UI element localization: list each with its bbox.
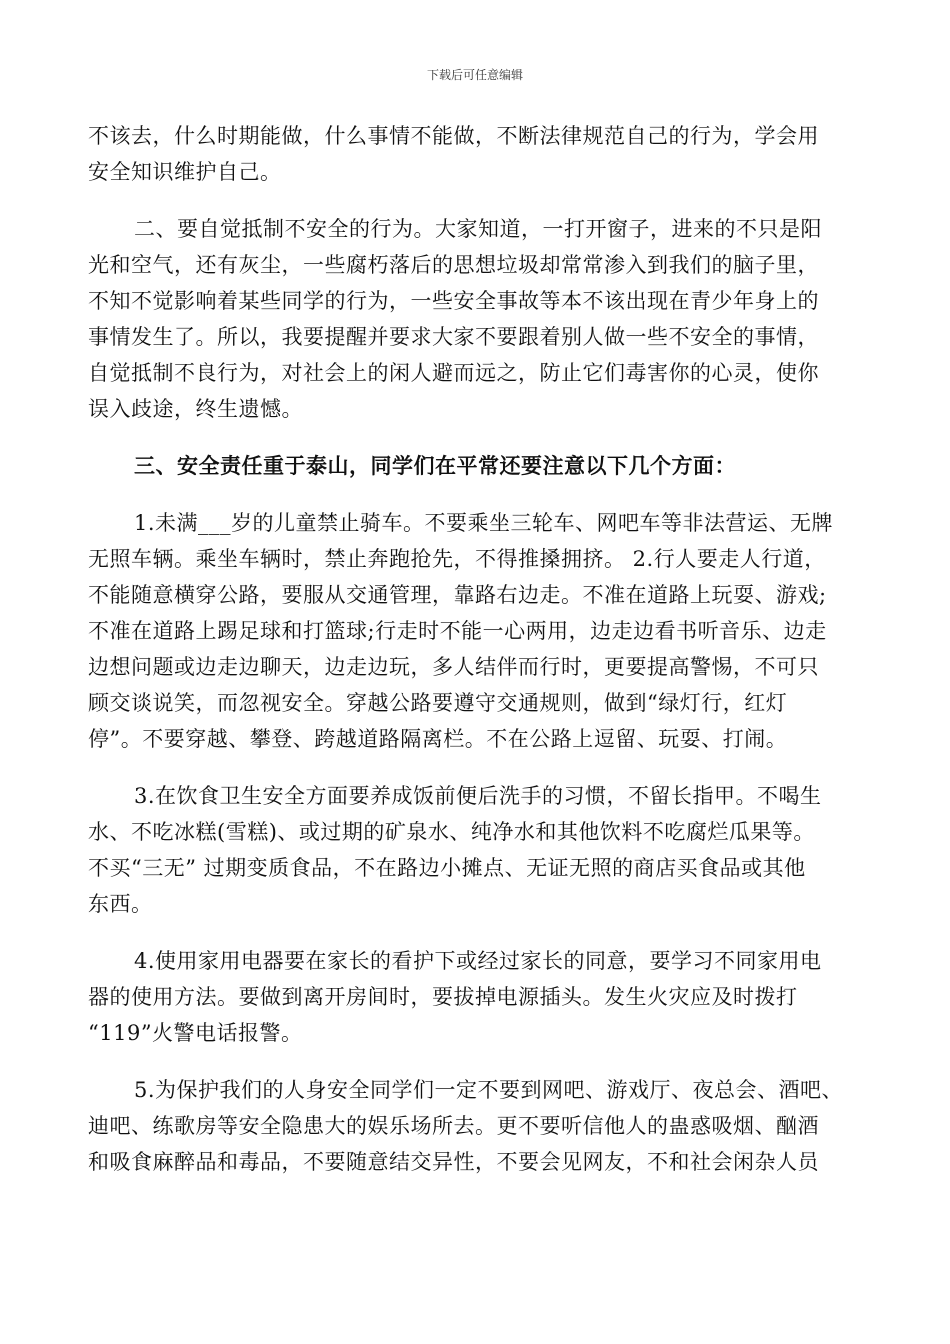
paragraph: [88, 1072, 864, 1180]
text-line: 顾交谈说笑，而忽视安全。穿越公路要遵守交通规则，做到“绿灯行，红灯: [88, 691, 788, 715]
text-line: 误入歧途，终生遗憾。: [88, 397, 303, 421]
text-line: 4.使用家用电器要在家长的看护下或经过家长的同意，要学习不同家用电: [134, 949, 822, 973]
text-line: 事情发生了。所以，我要提醒并要求大家不要跟着别人做一些不安全的事情，: [88, 325, 819, 349]
text-line: 器的使用方法。要做到离开房间时，要拔掉电源插头。发生火灾应及时拨打: [88, 985, 798, 1009]
text-line: 光和空气，还有灰尘，一些腐朽落后的思想垃圾却常常渗入到我们的脑子里，: [88, 253, 819, 277]
text-line: 5.为保护我们的人身安全同学们一定不要到网吧、游戏厅、夜总会、酒吧、: [134, 1078, 844, 1102]
text-line: 迪吧、练歌房等安全隐患大的娱乐场所去。更不要听信他人的蛊惑吸烟、酗酒: [88, 1114, 819, 1138]
text-line: 东西。: [88, 892, 153, 916]
paragraph-gap: [88, 484, 864, 505]
text-line: 不能随意横穿公路，要服从交通管理，靠路右边走。不准在道路上玩耍、游戏;: [88, 583, 827, 607]
text-line: 无照车辆。乘坐车辆时，禁止奔跑抢先，不得推搡拥挤。 2.行人要走人行道，: [88, 547, 826, 571]
paragraph-gap: [88, 757, 864, 778]
paragraph-gap: [88, 190, 864, 211]
text-line: 不买“三无” 过期变质食品，不在路边小摊点、无证无照的商店买食品或其他: [88, 856, 806, 880]
paragraph-gap: [88, 922, 864, 943]
paragraph-gap: [88, 1051, 864, 1072]
paragraph: [88, 211, 864, 427]
text-line: 不准在道路上踢足球和打篮球;行走时不能一心两用，边走边看书听音乐、边走: [88, 619, 827, 643]
document-body: [88, 118, 864, 1180]
paragraph: [88, 943, 864, 1051]
text-line: 水、不吃冰糕(雪糕)、或过期的矿泉水、纯净水和其他饮料不吃腐烂瓜果等。: [88, 820, 815, 844]
paragraph: [88, 505, 864, 757]
text-line: 边想问题或边走边聊天，边走边玩，多人结伴而行时，更要提高警惕，不可只: [88, 655, 819, 679]
heading-line: 三、安全责任重于泰山，同学们在平常还要注意以下几个方面：: [134, 453, 736, 478]
paragraph-gap: [88, 427, 864, 448]
page-header: 下载后可任意编辑: [426, 68, 523, 82]
text-line: 停”。不要穿越、攀登、跨越道路隔离栏。不在公路上逗留、玩耍、打闹。: [88, 727, 788, 751]
paragraph: [88, 118, 864, 190]
section-heading: [88, 448, 864, 484]
text-line: 安全知识维护自己。: [88, 160, 282, 184]
text-line: 二、要自觉抵制不安全的行为。大家知道，一打开窗子，进来的不只是阳: [134, 217, 822, 241]
paragraph: [88, 778, 864, 922]
text-line: 3.在饮食卫生安全方面要养成饭前便后洗手的习惯，不留长指甲。不喝生: [134, 784, 822, 808]
text-line: 不知不觉影响着某些同学的行为，一些安全事故等本不该出现在青少年身上的: [88, 289, 819, 313]
text-line: 不该去，什么时期能做，什么事情不能做，不断法律规范自己的行为，学会用: [88, 124, 819, 148]
text-line: 自觉抵制不良行为，对社会上的闲人避而远之，防止它们毒害你的心灵，使你: [88, 361, 819, 385]
text-line: “119”火警电话报警。: [88, 1021, 303, 1045]
text-line: 和吸食麻醉品和毒品，不要随意结交异性，不要会见网友，不和社会闲杂人员: [88, 1150, 819, 1174]
text-line: 1.未满___岁的儿童禁止骑车。不要乘坐三轮车、网吧车等非法营运、无牌: [134, 511, 834, 535]
